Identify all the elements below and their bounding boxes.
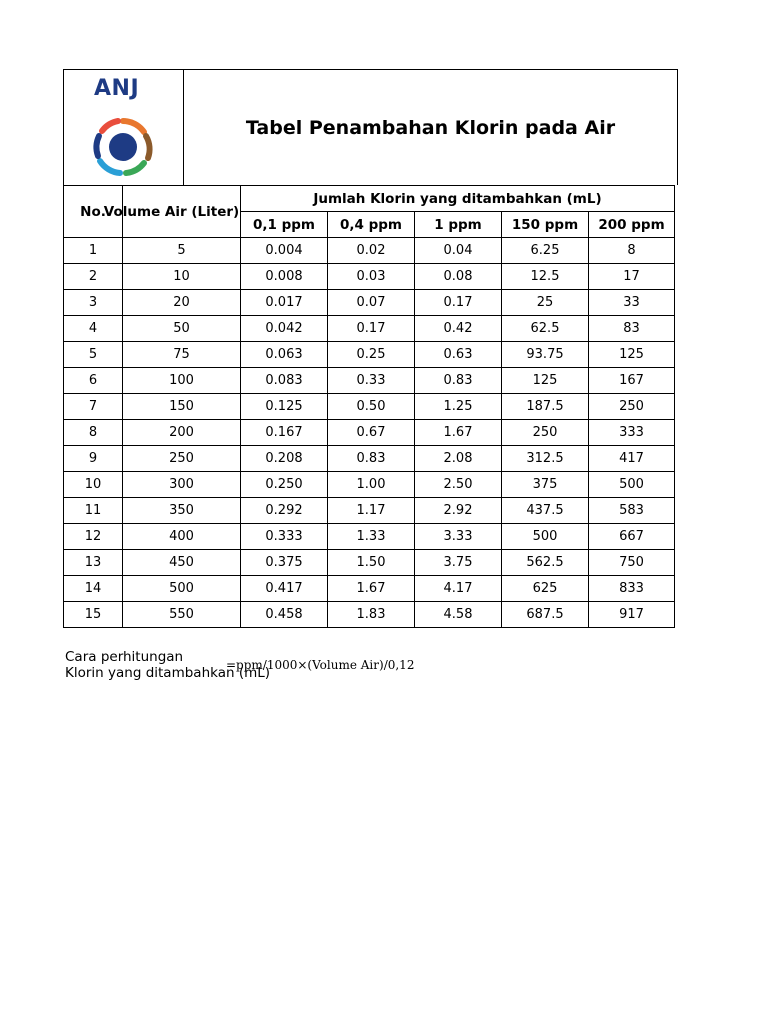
table-cell: 0.17	[415, 290, 502, 316]
column-header: 150 ppm	[502, 212, 589, 238]
table-row	[64, 524, 675, 550]
table-row	[64, 316, 675, 342]
logo-text: ANJ	[94, 76, 140, 101]
table-cell: 1	[64, 238, 123, 264]
table-cell: 20	[123, 290, 241, 316]
table-cell: 0.63	[415, 342, 502, 368]
table-cell: 0.375	[241, 550, 328, 576]
table-cell: 2	[64, 264, 123, 290]
table-cell: 0.02	[328, 238, 415, 264]
formula: =ppm/1000×(Volume Air)/0,12	[226, 658, 415, 672]
table-cell: 167	[589, 368, 675, 394]
table-cell: 33	[589, 290, 675, 316]
table-cell: 0.250	[241, 472, 328, 498]
table-cell: 625	[502, 576, 589, 602]
column-header: 1 ppm	[415, 212, 502, 238]
table-cell: 83	[589, 316, 675, 342]
table-cell: 3	[64, 290, 123, 316]
table-cell: 1.83	[328, 602, 415, 628]
table-cell: 10	[64, 472, 123, 498]
table-cell: 1.67	[328, 576, 415, 602]
table-cell: 8	[589, 238, 675, 264]
note-line-2: Klorin yang ditambahkan (mL)	[65, 665, 271, 681]
header-box	[63, 69, 678, 185]
table-cell: 75	[123, 342, 241, 368]
table-cell: 750	[589, 550, 675, 576]
table-cell: 250	[123, 446, 241, 472]
table-cell: 1.50	[328, 550, 415, 576]
table-cell: 250	[589, 394, 675, 420]
table-cell: 0.04	[415, 238, 502, 264]
table-cell: 17	[589, 264, 675, 290]
column-header: 0,4 ppm	[328, 212, 415, 238]
table-cell: 583	[589, 498, 675, 524]
table-cell: 1.00	[328, 472, 415, 498]
table-row	[64, 602, 675, 628]
table-cell: 150	[123, 394, 241, 420]
table-cell: 6	[64, 368, 123, 394]
table-cell: 4	[64, 316, 123, 342]
table-cell: 125	[502, 368, 589, 394]
table-cell: 3.33	[415, 524, 502, 550]
table-row	[64, 498, 675, 524]
table-cell: 562.5	[502, 550, 589, 576]
table-cell: 0.083	[241, 368, 328, 394]
note-line-1: Cara perhitungan	[65, 649, 184, 665]
table-cell: 3.75	[415, 550, 502, 576]
anj-logo-emblem-icon	[86, 110, 160, 184]
table-cell: 550	[123, 602, 241, 628]
table-cell: 10	[123, 264, 241, 290]
table-cell: 450	[123, 550, 241, 576]
table-cell: 1.67	[415, 420, 502, 446]
table-cell: 0.83	[415, 368, 502, 394]
column-header: 200 ppm	[589, 212, 675, 238]
table-cell: 9	[64, 446, 123, 472]
table-cell: 500	[589, 472, 675, 498]
table-cell: 6.25	[502, 238, 589, 264]
header-group: Jumlah Klorin yang ditambahkan (mL)	[241, 186, 675, 212]
table-cell: 0.042	[241, 316, 328, 342]
table-cell: 5	[64, 342, 123, 368]
table-cell: 0.333	[241, 524, 328, 550]
table-cell: 1.33	[328, 524, 415, 550]
table-cell: 50	[123, 316, 241, 342]
table-cell: 2.50	[415, 472, 502, 498]
table-row	[64, 368, 675, 394]
table-cell: 0.03	[328, 264, 415, 290]
table-cell: 0.08	[415, 264, 502, 290]
page-title: Tabel Penambahan Klorin pada Air	[245, 116, 616, 139]
table-cell: 125	[589, 342, 675, 368]
table-cell: 417	[589, 446, 675, 472]
table-cell: 437.5	[502, 498, 589, 524]
table-row	[64, 420, 675, 446]
table-cell: 25	[502, 290, 589, 316]
table-cell: 93.75	[502, 342, 589, 368]
table-cell: 0.50	[328, 394, 415, 420]
table-cell: 0.07	[328, 290, 415, 316]
table-cell: 0.417	[241, 576, 328, 602]
table-cell: 11	[64, 498, 123, 524]
table-cell: 15	[64, 602, 123, 628]
table-cell: 917	[589, 602, 675, 628]
table-cell: 12.5	[502, 264, 589, 290]
table-cell: 0.67	[328, 420, 415, 446]
table-row	[64, 394, 675, 420]
table-cell: 0.208	[241, 446, 328, 472]
table-cell: 100	[123, 368, 241, 394]
table-cell: 62.5	[502, 316, 589, 342]
table-cell: 0.42	[415, 316, 502, 342]
table-cell: 2.92	[415, 498, 502, 524]
table-row	[64, 576, 675, 602]
logo-cell	[64, 70, 184, 185]
table-cell: 0.167	[241, 420, 328, 446]
table-cell: 2.08	[415, 446, 502, 472]
header-no: No.	[64, 186, 123, 238]
table-cell: 7	[64, 394, 123, 420]
table-cell: 0.008	[241, 264, 328, 290]
table-cell: 0.25	[328, 342, 415, 368]
table-row	[64, 472, 675, 498]
table-cell: 4.17	[415, 576, 502, 602]
table-cell: 4.58	[415, 602, 502, 628]
table-cell: 0.004	[241, 238, 328, 264]
table-cell: 14	[64, 576, 123, 602]
table-cell: 0.33	[328, 368, 415, 394]
table-cell: 0.063	[241, 342, 328, 368]
table-cell: 375	[502, 472, 589, 498]
column-header: 0,1 ppm	[241, 212, 328, 238]
table-cell: 0.292	[241, 498, 328, 524]
table-cell: 400	[123, 524, 241, 550]
table-cell: 0.017	[241, 290, 328, 316]
table-cell: 12	[64, 524, 123, 550]
table-cell: 833	[589, 576, 675, 602]
table-cell: 0.83	[328, 446, 415, 472]
table-cell: 250	[502, 420, 589, 446]
table-row	[64, 446, 675, 472]
table-row	[64, 342, 675, 368]
table-cell: 0.125	[241, 394, 328, 420]
chlorine-table	[63, 185, 675, 628]
table-cell: 500	[123, 576, 241, 602]
table-row	[64, 238, 675, 264]
table-cell: 312.5	[502, 446, 589, 472]
table-row	[64, 550, 675, 576]
table-cell: 667	[589, 524, 675, 550]
table-cell: 187.5	[502, 394, 589, 420]
table-cell: 1.17	[328, 498, 415, 524]
table-cell: 333	[589, 420, 675, 446]
header-volume: Volume Air (Liter)	[123, 186, 241, 238]
table-cell: 687.5	[502, 602, 589, 628]
table-cell: 0.17	[328, 316, 415, 342]
table-cell: 1.25	[415, 394, 502, 420]
table-cell: 5	[123, 238, 241, 264]
table-row	[64, 290, 675, 316]
table-cell: 300	[123, 472, 241, 498]
table-cell: 13	[64, 550, 123, 576]
table-cell: 350	[123, 498, 241, 524]
table-cell: 500	[502, 524, 589, 550]
table-cell: 200	[123, 420, 241, 446]
table-cell: 8	[64, 420, 123, 446]
table-row	[64, 264, 675, 290]
table-cell: 0.458	[241, 602, 328, 628]
